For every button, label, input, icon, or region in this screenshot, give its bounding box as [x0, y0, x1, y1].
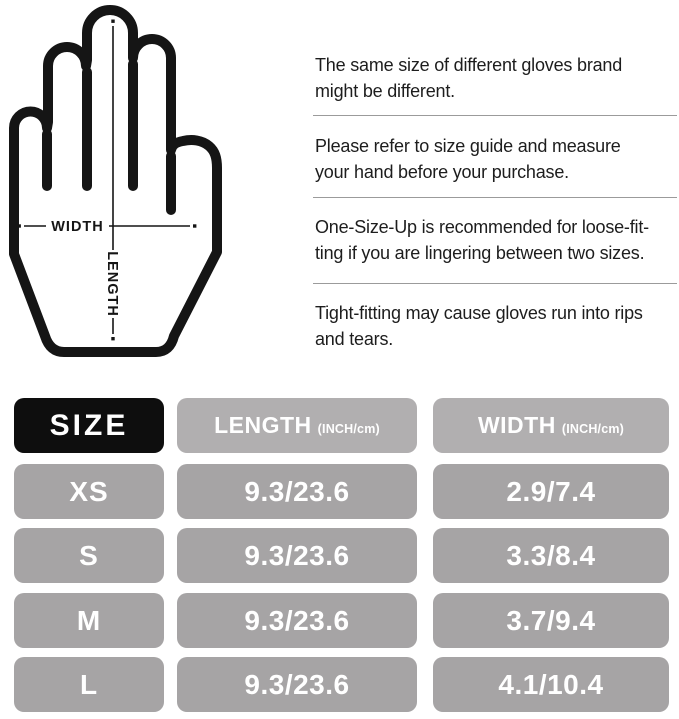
- note-line: ting if you are lingering between two sizes.: [315, 243, 645, 263]
- length-measure-label: LENGTH: [104, 251, 120, 317]
- table-row-xs-length: 9.3/23.6: [177, 464, 417, 519]
- width-header-unit: (INCH/cm): [561, 422, 625, 436]
- table-row-l-length: 9.3/23.6: [177, 657, 417, 712]
- note-line: might be different.: [315, 81, 455, 101]
- table-row-l-width: 4.1/10.4: [433, 657, 669, 712]
- table-row-m-width: 3.7/9.4: [433, 593, 669, 648]
- note-line: Please refer to size guide and measure: [315, 136, 621, 156]
- size-column-header: SIZE: [14, 398, 164, 453]
- note-line: Tight-fitting may cause gloves run into rips: [315, 303, 643, 323]
- length-header-label: LENGTH: [214, 412, 312, 438]
- length-column-header: [177, 398, 417, 453]
- note-line: The same size of different gloves brand: [315, 55, 623, 75]
- table-row-s-length: 9.3/23.6: [177, 528, 417, 583]
- table-row-m-length: 9.3/23.6: [177, 593, 417, 648]
- table-row-s-width: 3.3/8.4: [433, 528, 669, 583]
- length-header-unit: (INCH/cm): [317, 422, 380, 436]
- width-header-label: WIDTH: [477, 412, 556, 438]
- table-row-l-size: L: [14, 657, 164, 712]
- table-row-s-size: S: [14, 528, 164, 583]
- note-line: your hand before your purchase.: [315, 162, 569, 182]
- width-measure-label: WIDTH: [51, 219, 104, 235]
- table-row-xs-size: XS: [14, 464, 164, 519]
- table-row-m-size: M: [14, 593, 164, 648]
- table-row-xs-width: 2.9/7.4: [433, 464, 669, 519]
- width-column-header: [433, 398, 669, 453]
- note-line: One-Size-Up is recommended for loose-fit-: [315, 217, 649, 237]
- note-line: and tears.: [315, 329, 394, 349]
